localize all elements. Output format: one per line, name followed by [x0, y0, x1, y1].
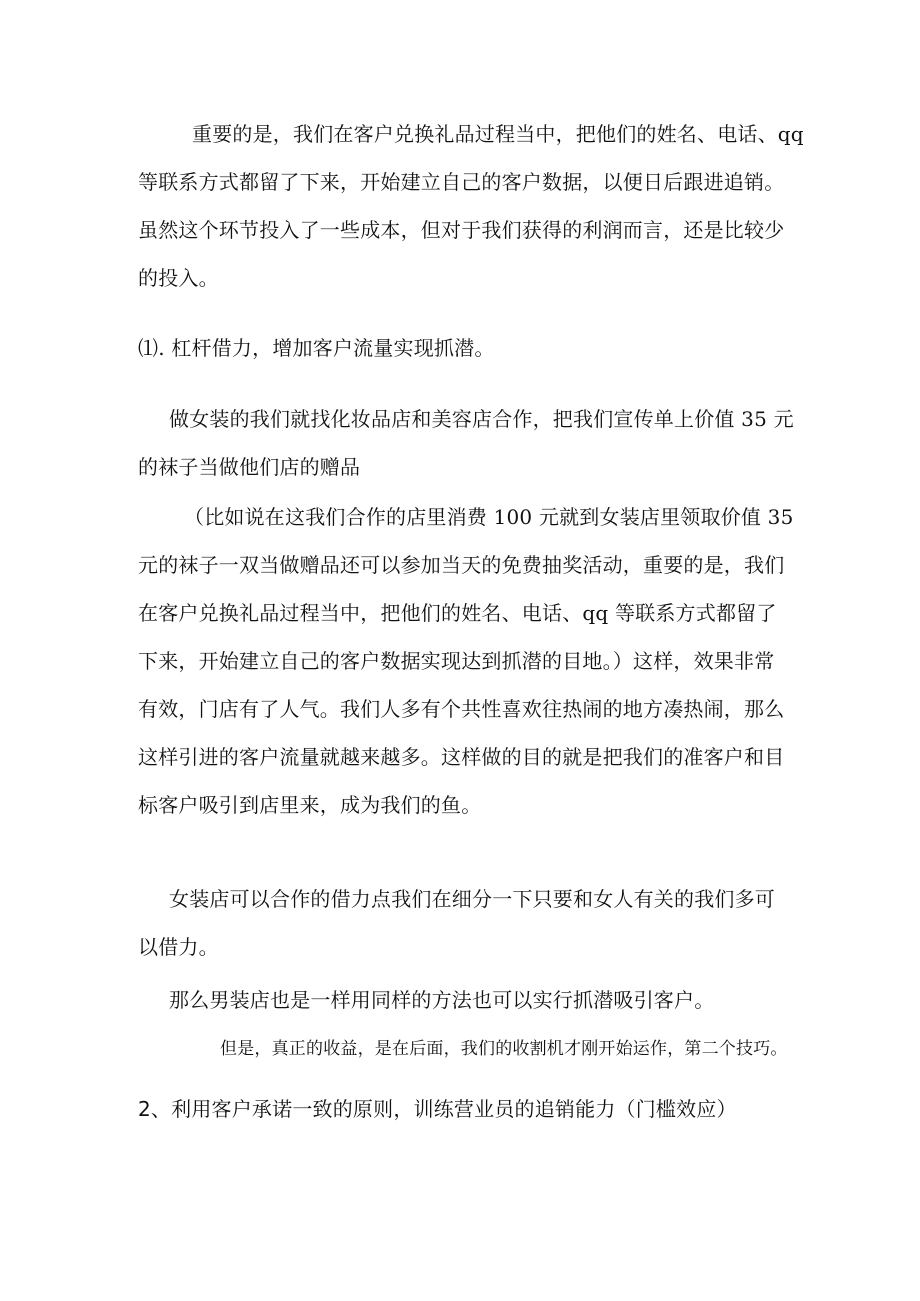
paragraph-line: 但是，真正的收益，是在后面，我们的收割机才刚开始运作，第二个技巧。 — [220, 1039, 788, 1059]
paragraph-line: 的投入。 — [138, 266, 219, 290]
paragraph-line: 标客户吸引到店里来，成为我们的鱼。 — [138, 793, 482, 817]
section-subheading: ⑴. 杠杆借力，增加客户流量实现抓潜。 — [138, 336, 495, 360]
paragraph-line: 的袜子当做他们店的赠品 — [138, 455, 361, 479]
section-heading: 2、利用客户承诺一致的原则，训练营业员的追销能力（门槛效应） — [138, 1097, 737, 1121]
paragraph-line: 下来，开始建立自己的客户数据实现达到抓潜的目地。）这样，效果非常 — [138, 649, 775, 673]
paragraph-line: 虽然这个环节投入了一些成本，但对于我们获得的利润而言，还是比较少 — [138, 218, 785, 242]
paragraph-line: 元的袜子一双当做赠品还可以参加当天的免费抽奖活动，重要的是，我们 — [138, 553, 785, 577]
paragraph-line: 做女装的我们就找化妆品店和美容店合作，把我们宣传单上价值 35 元 — [169, 407, 794, 431]
paragraph-line: 以借力。 — [138, 935, 219, 959]
paragraph-line: 重要的是，我们在客户兑换礼品过程当中，把他们的姓名、电话、qq — [192, 122, 804, 146]
paragraph-line: 有效，门店有了人气。我们人多有个共性喜欢往热闹的地方凑热闹，那么 — [138, 697, 785, 721]
paragraph-line: 等联系方式都留了下来，开始建立自己的客户数据，以便日后跟进追销。 — [138, 170, 785, 194]
paragraph-line: 这样引进的客户流量就越来越多。这样做的目的就是把我们的准客户和目 — [138, 745, 785, 769]
paragraph-line: 女装店可以合作的借力点我们在细分一下只要和女人有关的我们多可 — [169, 887, 775, 911]
paragraph-line: 那么男装店也是一样用同样的方法也可以实行抓潜吸引客户。 — [169, 988, 715, 1012]
paragraph-line: 在客户兑换礼品过程当中，把他们的姓名、电话、qq 等联系方式都留了 — [138, 601, 777, 625]
paragraph-line: （比如说在这我们合作的店里消费 100 元就到女装店里领取价值 35 — [184, 505, 794, 529]
